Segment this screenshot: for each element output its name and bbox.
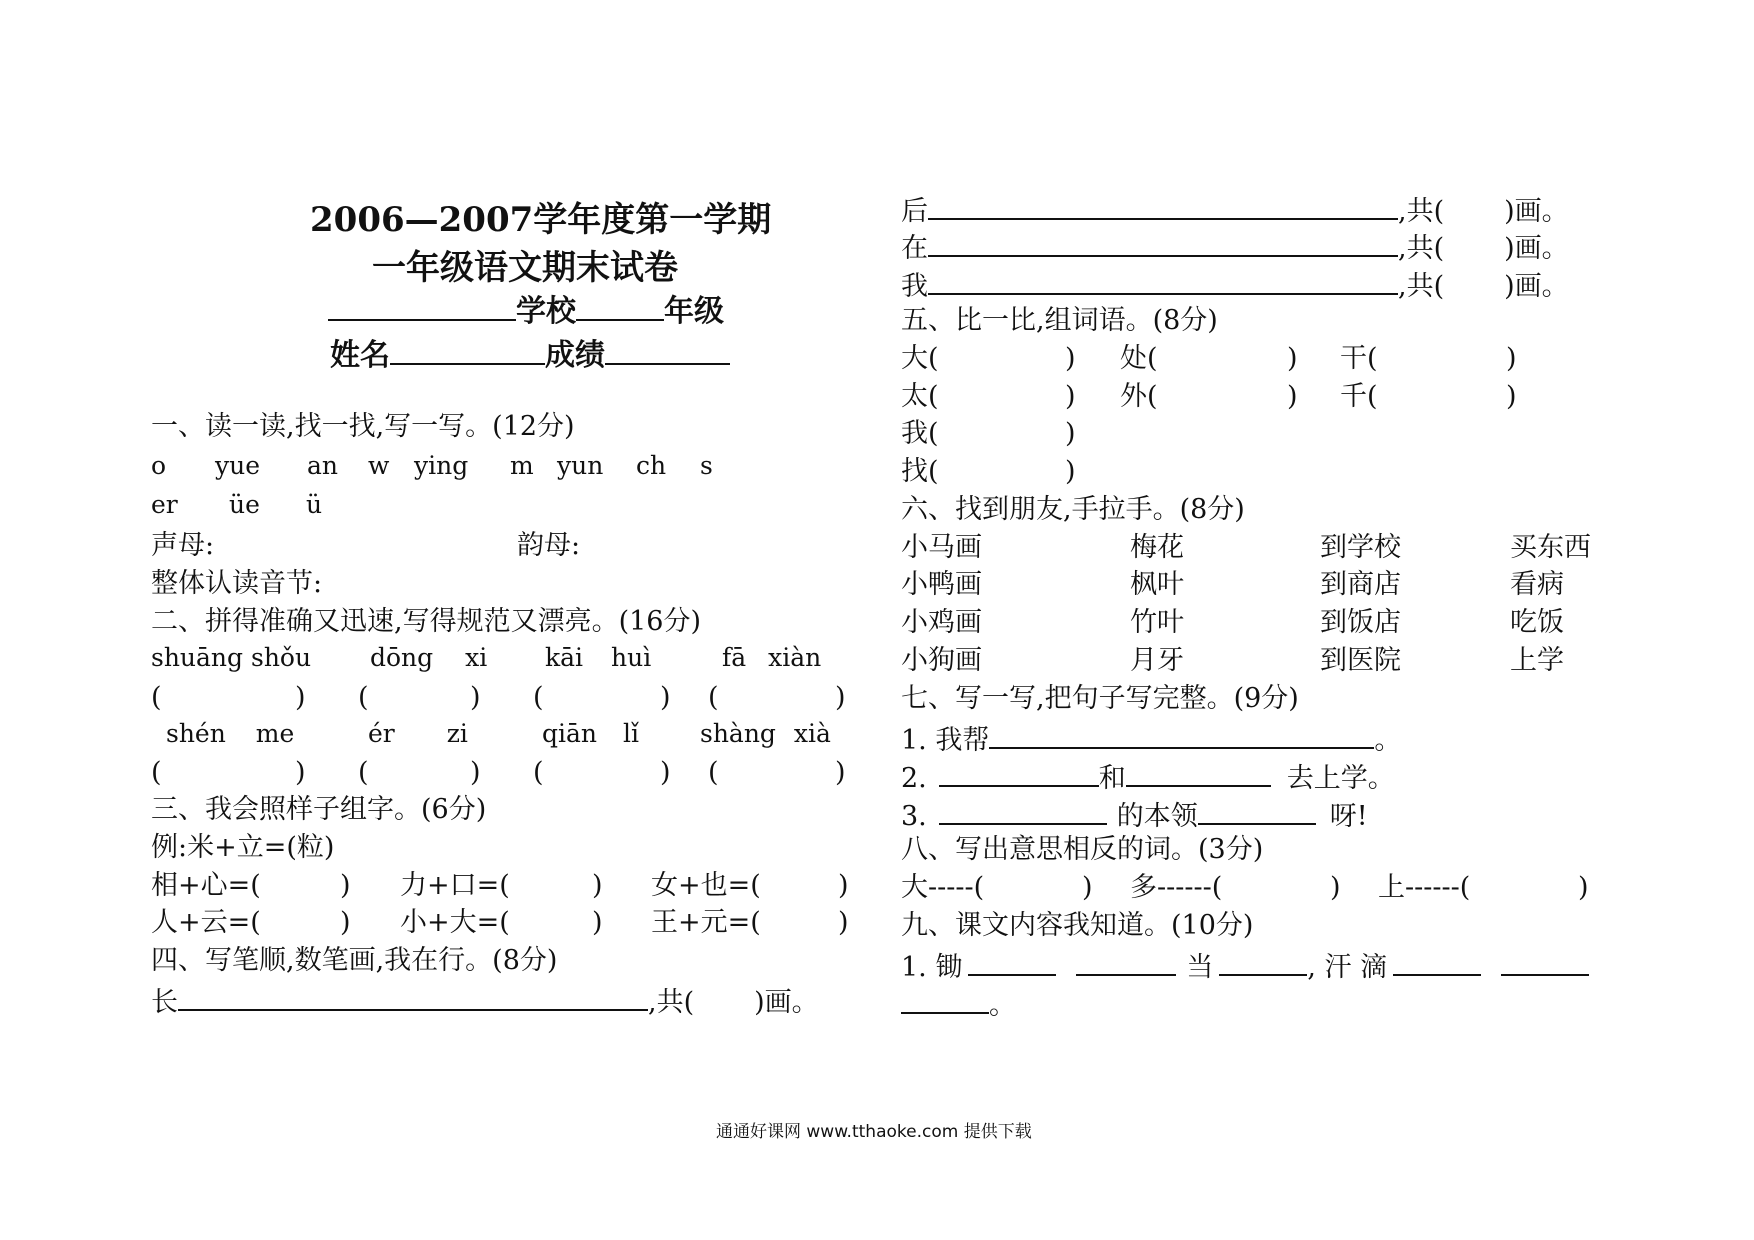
match-item[interactable]: 看病 (1510, 569, 1564, 600)
word-close: ) (1287, 381, 1298, 412)
word-close: ) (1506, 343, 1517, 374)
match-item[interactable]: 上学 (1510, 645, 1564, 676)
section7-heading: 七、写一写,把句子写完整。(9分) (901, 683, 1299, 714)
antonym-item[interactable]: 大-----( (901, 872, 985, 903)
word-close: ) (1065, 343, 1076, 374)
score-label: 成绩 (545, 338, 605, 373)
section5-heading: 五、比一比,组词语。(8分) (901, 305, 1218, 336)
section3-example: 例:米+立=(粒) (151, 832, 335, 863)
pinyin-word: dōng xi (370, 643, 488, 672)
stroke-blank[interactable] (928, 190, 1398, 220)
grade-blank[interactable] (576, 291, 664, 321)
stroke-count-post: )画。 (1504, 271, 1569, 302)
compose-close: ) (838, 907, 849, 938)
stroke-blank[interactable] (928, 227, 1398, 257)
letter-item: ü (306, 490, 323, 519)
sentence-mid: 的本领 (1116, 801, 1198, 832)
antonym-item[interactable]: 上------( (1378, 872, 1471, 903)
letter-item: o (151, 451, 167, 480)
letter-item: ying (414, 451, 469, 480)
compose-item[interactable]: 女+也=( (651, 870, 761, 901)
match-item[interactable]: 到商店 (1320, 569, 1401, 600)
match-item[interactable]: 小鸭画 (901, 569, 982, 600)
name-label: 姓名 (330, 338, 390, 373)
exam-title-year: 2006—2007学年度第一学期 (310, 200, 772, 240)
letter-item: m (510, 451, 534, 480)
paren-open: ( (358, 757, 369, 788)
match-item[interactable]: 月牙 (1130, 645, 1184, 676)
exam-title-grade: 一年级语文期末试卷 (372, 248, 678, 288)
stroke-count-pre: ,共( (1398, 271, 1445, 302)
score-blank[interactable] (605, 335, 730, 365)
stroke-count-post: )画。 (754, 987, 819, 1018)
letter-item: s (700, 451, 713, 480)
paren-close: ) (835, 757, 846, 788)
compose-item[interactable]: 力+口=( (400, 870, 510, 901)
stroke-line-wo[interactable] (901, 265, 1569, 305)
stroke-char: 长 (151, 987, 178, 1018)
letter-item: ch (636, 451, 667, 480)
stroke-count-post: )画。 (1504, 233, 1569, 264)
pinyin-word: qiān lǐ (542, 719, 639, 748)
stroke-char: 后 (901, 196, 928, 227)
shengmu-label: 声母: (151, 530, 215, 561)
stroke-char: 在 (901, 233, 928, 264)
poem-blank[interactable] (1393, 946, 1481, 976)
word-item[interactable]: 处( (1120, 343, 1158, 374)
letter-item: w (368, 451, 390, 480)
sentence-mid: 和 (1098, 763, 1126, 794)
sentence-blank[interactable] (939, 795, 1107, 825)
paren-open: ( (358, 682, 369, 713)
name-score-line (330, 330, 730, 374)
paren-close: ) (470, 682, 481, 713)
stroke-blank[interactable] (178, 981, 648, 1011)
sentence-suffix: 去上学。 (1286, 763, 1395, 794)
sentence-line-2[interactable] (901, 757, 1395, 797)
match-item[interactable]: 到饭店 (1320, 607, 1401, 638)
word-item[interactable]: 外( (1120, 381, 1158, 412)
antonym-close: ) (1578, 872, 1589, 903)
stroke-count-pre: ,共( (1398, 196, 1445, 227)
word-item[interactable]: 找( (901, 456, 939, 487)
poem-blank[interactable] (1076, 946, 1176, 976)
stroke-blank[interactable] (928, 265, 1398, 295)
sentence-blank[interactable] (1198, 795, 1316, 825)
word-close: ) (1065, 418, 1076, 449)
pinyin-word: shén me (166, 719, 295, 748)
zhengti-label: 整体认读音节: (151, 568, 323, 599)
sentence-blank[interactable] (989, 719, 1374, 749)
paren-close: ) (470, 757, 481, 788)
pinyin-word: ér zi (368, 719, 468, 748)
yunmu-label: 韵母: (517, 530, 581, 561)
stroke-line-zai[interactable] (901, 227, 1569, 267)
match-item[interactable]: 小鸡画 (901, 607, 982, 638)
paren-open: ( (151, 757, 162, 788)
letter-item: yun (557, 451, 604, 480)
stroke-line-hou[interactable] (901, 190, 1569, 230)
letter-item: yue (215, 451, 261, 480)
section9-heading: 九、课文内容我知道。(10分) (901, 910, 1254, 941)
paren-open: ( (151, 682, 162, 713)
compose-item[interactable]: 人+云=( (151, 907, 261, 938)
poem-blank[interactable] (968, 946, 1056, 976)
poem-line-2[interactable] (901, 984, 1016, 1024)
match-item[interactable]: 竹叶 (1130, 607, 1184, 638)
compose-item[interactable]: 小+大=( (400, 907, 510, 938)
match-item[interactable]: 小马画 (901, 532, 982, 563)
name-blank[interactable] (390, 335, 545, 365)
poem-end: 。 (989, 990, 1016, 1021)
stroke-line-chang[interactable] (151, 981, 819, 1021)
paren-close: ) (660, 682, 671, 713)
school-blank[interactable] (328, 291, 516, 321)
poem-blank[interactable] (1219, 946, 1307, 976)
poem-prefix: 1. 锄 (901, 952, 963, 983)
section3-heading: 三、我会照样子组字。(6分) (151, 794, 487, 825)
word-item[interactable]: 太( (901, 381, 939, 412)
school-grade-line (328, 286, 724, 330)
section8-heading: 八、写出意思相反的词。(3分) (901, 834, 1264, 865)
paren-open: ( (533, 682, 544, 713)
match-item[interactable]: 吃饭 (1510, 607, 1564, 638)
stroke-count-pre: ,共( (1398, 233, 1445, 264)
compose-close: ) (838, 870, 849, 901)
section1-heading: 一、读一读,找一找,写一写。(12分) (151, 411, 575, 442)
pinyin-word: kāi huì (545, 643, 652, 672)
match-item[interactable]: 小狗画 (901, 645, 982, 676)
section6-heading: 六、找到朋友,手拉手。(8分) (901, 494, 1245, 525)
letter-item: er (151, 490, 178, 519)
paren-close: ) (295, 757, 306, 788)
pinyin-word: shuāng shǒu (151, 643, 312, 672)
poem-blank[interactable] (1501, 946, 1589, 976)
word-close: ) (1506, 381, 1517, 412)
word-item[interactable]: 千( (1340, 381, 1378, 412)
antonym-close: ) (1330, 872, 1341, 903)
match-item[interactable]: 到学校 (1320, 532, 1401, 563)
stroke-count-post: )画。 (1504, 196, 1569, 227)
word-item[interactable]: 干( (1340, 343, 1378, 374)
paren-open: ( (533, 757, 544, 788)
letter-item: an (307, 451, 339, 480)
match-item[interactable]: 买东西 (1510, 532, 1591, 563)
word-item[interactable]: 我( (901, 418, 939, 449)
word-close: ) (1287, 343, 1298, 374)
word-close: ) (1065, 456, 1076, 487)
compose-close: ) (340, 907, 351, 938)
sentence-suffix: 呀! (1329, 801, 1368, 832)
section2-heading: 二、拼得准确又迅速,写得规范又漂亮。(16分) (151, 606, 702, 637)
compose-close: ) (592, 907, 603, 938)
sentence-prefix: 1. 我帮 (901, 725, 990, 756)
paren-open: ( (708, 682, 719, 713)
pinyin-word: fā xiàn (722, 643, 822, 672)
word-item[interactable]: 大( (901, 343, 939, 374)
grade-label: 年级 (664, 294, 724, 329)
section4-heading: 四、写笔顺,数笔画,我在行。(8分) (151, 945, 558, 976)
compose-item[interactable]: 相+心=( (151, 870, 261, 901)
sentence-line-1[interactable] (901, 719, 1401, 759)
paren-open: ( (708, 757, 719, 788)
match-item[interactable]: 枫叶 (1130, 569, 1184, 600)
poem-dang: 当 (1186, 952, 1214, 983)
match-item[interactable]: 梅花 (1130, 532, 1184, 563)
poem-line-1[interactable] (901, 946, 1589, 986)
sentence-suffix: 。 (1374, 725, 1402, 756)
compose-close: ) (340, 870, 351, 901)
poem-sweat: , 汗 滴 (1307, 952, 1388, 983)
letter-item: üe (229, 490, 260, 519)
sentence-line-3[interactable] (901, 795, 1368, 835)
stroke-count-pre: ,共( (648, 987, 695, 1018)
match-item[interactable]: 到医院 (1320, 645, 1401, 676)
antonym-item[interactable]: 多------( (1130, 872, 1223, 903)
word-close: ) (1065, 381, 1076, 412)
school-label: 学校 (516, 294, 576, 329)
compose-item[interactable]: 王+元=( (651, 907, 761, 938)
pinyin-word: shàng xià (700, 719, 831, 748)
sentence-prefix: 3. (901, 801, 927, 832)
antonym-close: ) (1082, 872, 1093, 903)
sentence-prefix: 2. (901, 763, 927, 794)
sentence-blank[interactable] (939, 757, 1099, 787)
paren-close: ) (295, 682, 306, 713)
paren-close: ) (835, 682, 846, 713)
poem-blank[interactable] (901, 984, 989, 1014)
paren-close: ) (660, 757, 671, 788)
stroke-char: 我 (901, 271, 928, 302)
footer-source: 通通好课网 www.tthaoke.com 提供下载 (716, 1122, 1032, 1142)
compose-close: ) (592, 870, 603, 901)
sentence-blank[interactable] (1126, 757, 1271, 787)
